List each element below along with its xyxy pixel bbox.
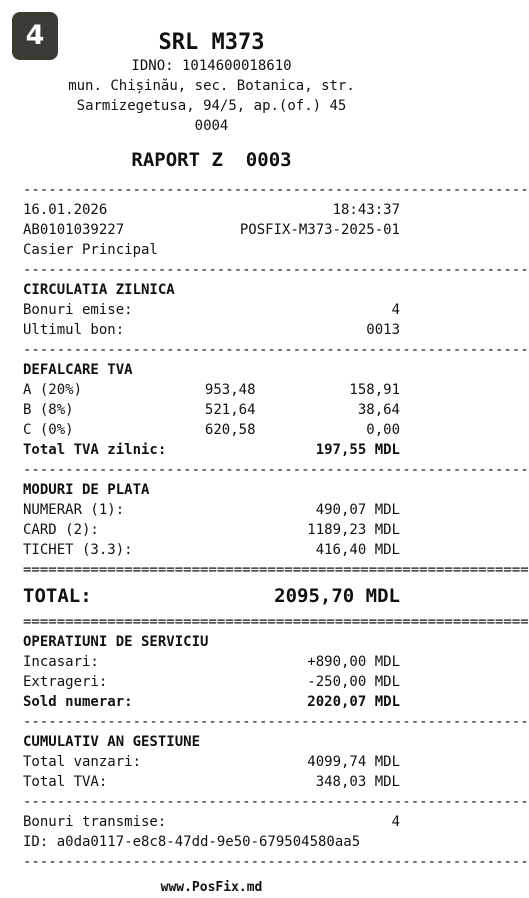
daily-value: 4 <box>391 302 400 318</box>
daily-label: Bonuri emise: <box>23 302 133 318</box>
payment-row <box>23 520 400 540</box>
service-value: -250,00 MDL <box>307 674 400 690</box>
cumulative-label: Total vanzari: <box>23 754 142 770</box>
device-row <box>23 220 400 240</box>
cumulative-label: Total TVA: <box>23 774 108 790</box>
payment-label: CARD (2): <box>23 522 99 538</box>
vat-base: 620,58 <box>204 422 256 438</box>
transmitted-value: 4 <box>391 814 400 830</box>
vat-base: 953,48 <box>204 382 256 398</box>
vat-row <box>23 380 400 400</box>
payment-value: 416,40 MDL <box>315 542 400 558</box>
transaction-id: ID: a0da0117-e8c8-47dd-9e50-679504580aa5 <box>23 834 361 850</box>
vat-label: C (0%) <box>23 422 74 438</box>
double-separator: ============================================================ <box>23 562 529 578</box>
vat-row <box>23 400 400 420</box>
device-id: POSFIX-M373-2025-01 <box>239 222 400 238</box>
footer-website: www.PosFix.md <box>160 880 263 895</box>
report-title: RAPORT Z 0003 <box>131 149 292 171</box>
separator: ------------------------------------------------------------ <box>23 342 529 358</box>
vat-base: 521,64 <box>204 402 256 418</box>
cash-balance-label: Sold numerar: <box>23 694 133 710</box>
cumulative-value: 348,03 MDL <box>315 774 400 790</box>
vat-total-value: 197,55 MDL <box>315 442 400 458</box>
daily-row <box>23 320 400 340</box>
transmitted-label: Bonuri transmise: <box>23 814 167 830</box>
service-label: Incasari: <box>23 654 99 670</box>
date-time-row <box>23 200 400 220</box>
receipt-number-badge: 4 <box>12 12 58 60</box>
z-report-receipt <box>23 30 529 898</box>
vat-total-label: Total TVA zilnic: <box>23 442 167 458</box>
payment-row <box>23 540 400 560</box>
grand-total-row <box>23 582 400 610</box>
service-label: Extrageri: <box>23 674 108 690</box>
company-address-line-1: mun. Chișinău, sec. Botanica, str. <box>68 78 355 94</box>
payment-label: NUMERAR (1): <box>23 502 125 518</box>
vat-tax: 0,00 <box>366 422 400 438</box>
cashier-name: Casier Principal <box>23 242 158 258</box>
separator: ------------------------------------------------------------ <box>23 262 529 278</box>
service-row <box>23 652 400 672</box>
cash-balance-value: 2020,07 MDL <box>307 694 400 710</box>
double-separator: ============================================================ <box>23 614 529 630</box>
vat-total-row <box>23 440 400 460</box>
cumulative-row <box>23 752 400 772</box>
payment-row <box>23 500 400 520</box>
report-time: 18:43:37 <box>332 202 400 218</box>
report-date: 16.01.2026 <box>23 202 108 218</box>
cumulative-section-title: CUMULATIV AN GESTIUNE <box>23 734 201 750</box>
vat-section-title: DEFALCARE TVA <box>23 362 133 378</box>
daily-label: Ultimul bon: <box>23 322 125 338</box>
vat-tax: 158,91 <box>349 382 400 398</box>
vat-row <box>23 420 400 440</box>
payment-value: 1189,23 MDL <box>307 522 400 538</box>
service-section-title: OPERATIUNI DE SERVICIU <box>23 634 209 650</box>
company-address-line-2: Sarmizegetusa, 94/5, ap.(of.) 45 <box>76 98 347 114</box>
vat-tax: 38,64 <box>357 402 400 418</box>
separator: ------------------------------------------------------------ <box>23 854 529 870</box>
vat-label: B (8%) <box>23 402 74 418</box>
daily-section-title: CIRCULATIA ZILNICA <box>23 282 175 298</box>
grand-total-value: 2095,70 MDL <box>274 585 400 607</box>
service-value: +890,00 MDL <box>307 654 400 670</box>
separator: ------------------------------------------------------------ <box>23 714 529 730</box>
payment-label: TICHET (3.3): <box>23 542 133 558</box>
register-code: AB0101039227 <box>23 222 125 238</box>
cumulative-value: 4099,74 MDL <box>307 754 400 770</box>
separator: ------------------------------------------------------------ <box>23 462 529 478</box>
separator: ------------------------------------------------------------ <box>23 794 529 810</box>
daily-value: 0013 <box>366 322 400 338</box>
vat-label: A (20%) <box>23 382 83 398</box>
transmitted-row <box>23 812 400 832</box>
service-row <box>23 672 400 692</box>
separator: ------------------------------------------------------------ <box>23 182 529 198</box>
company-name: SRL M373 <box>158 30 265 55</box>
cash-balance-row <box>23 692 400 712</box>
company-idno: IDNO: 1014600018610 <box>131 58 292 74</box>
payment-value: 490,07 MDL <box>315 502 400 518</box>
cumulative-row <box>23 772 400 792</box>
daily-row <box>23 300 400 320</box>
grand-total-label: TOTAL: <box>23 585 92 607</box>
payments-section-title: MODURI DE PLATA <box>23 482 150 498</box>
company-address-line-3: 0004 <box>194 118 229 134</box>
